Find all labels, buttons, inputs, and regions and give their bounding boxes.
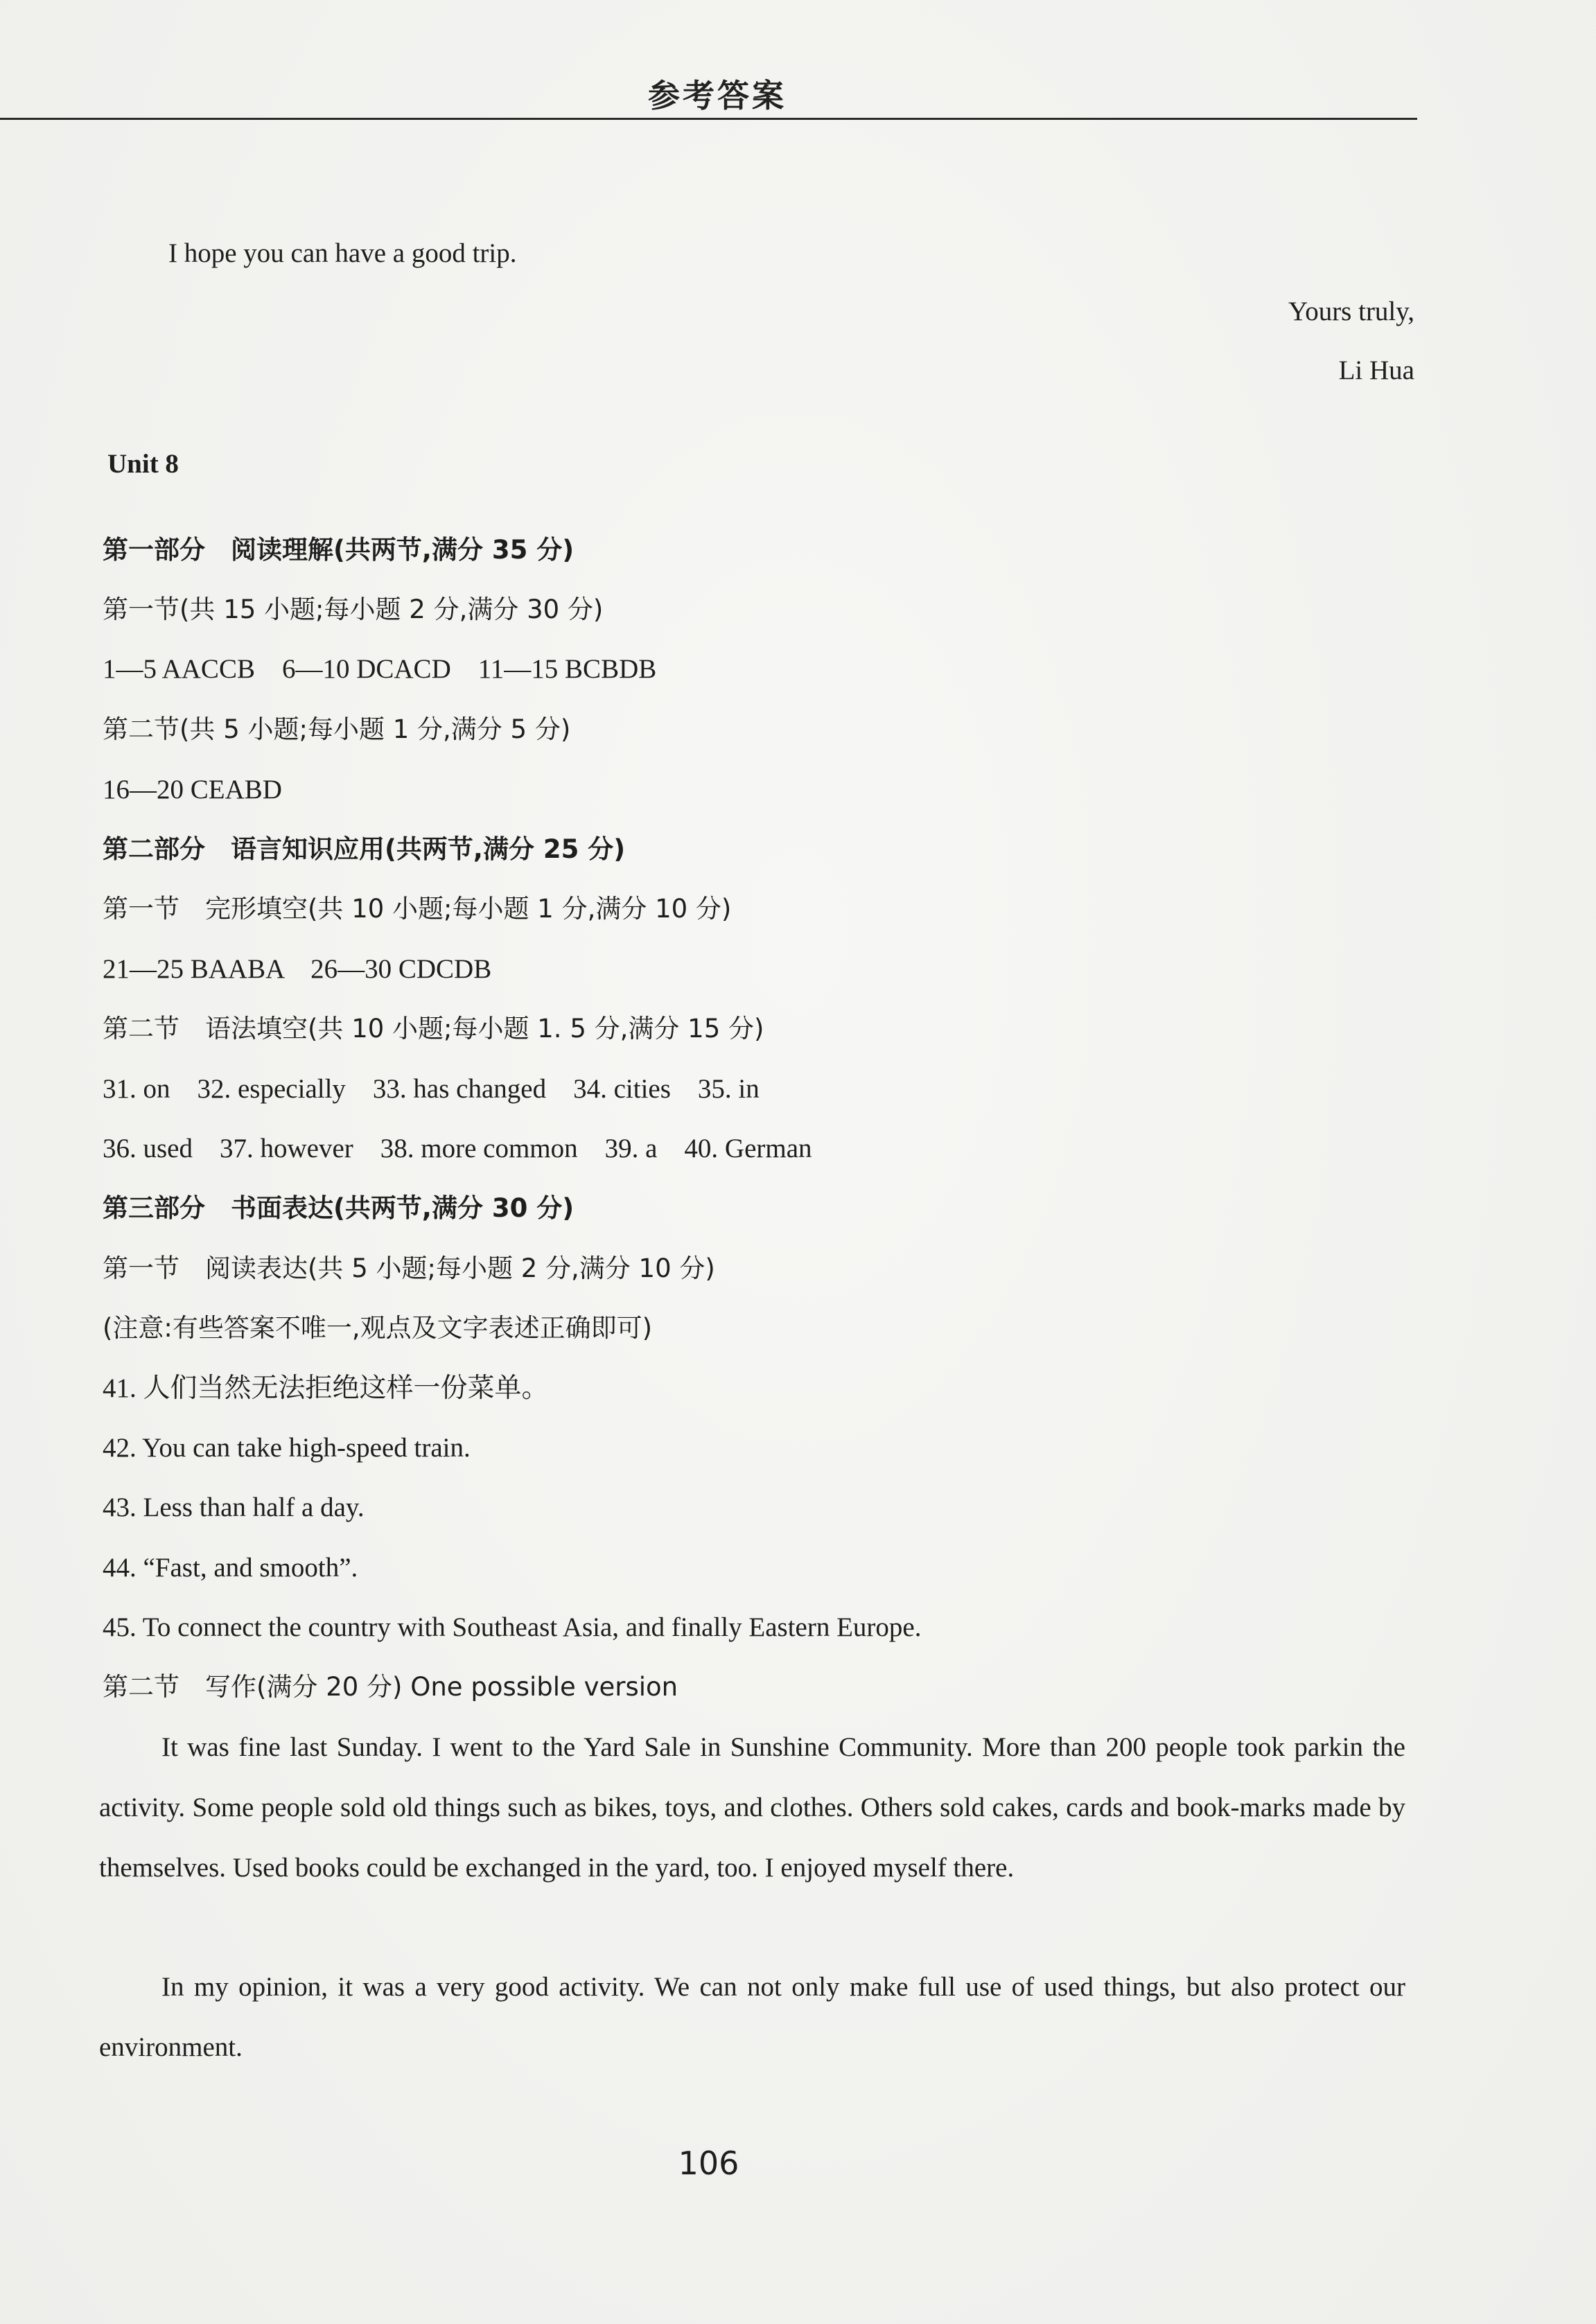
- letter-closing-line: I hope you can have a good trip.: [168, 238, 517, 268]
- part2-section2-answers-row1: 31. on 32. especially 33. has changed 34. cities 35. in: [103, 1074, 760, 1104]
- part1-section2-title: 第二节(共 5 小题;每小题 1 分,满分 5 分): [103, 714, 571, 744]
- answer-42: 42. You can take high-speed train.: [103, 1433, 471, 1463]
- part2-title: 第二部分 语言知识应用(共两节,满分 25 分): [103, 834, 626, 864]
- page-number: 106: [678, 2145, 739, 2182]
- part3-section2-title: 第二节 写作(满分 20 分) One possible version: [103, 1672, 678, 1702]
- part2-section1-answers: 21—25 BAABA 26—30 CDCDB: [103, 954, 492, 984]
- letter-signoff: Yours truly,: [1288, 297, 1414, 326]
- answer-43: 43. Less than half a day.: [103, 1493, 365, 1522]
- part2-section2-answers-row2: 36. used 37. however 38. more common 39. a 40. German: [103, 1134, 812, 1163]
- header-rule: [0, 118, 1417, 120]
- answer-41: 41. 人们当然无法拒绝这样一份菜单。: [103, 1373, 549, 1403]
- part2-section1-title: 第一节 完形填空(共 10 小题;每小题 1 分,满分 10 分): [103, 894, 732, 924]
- letter-signature: Li Hua: [1338, 355, 1414, 385]
- answer-44: 44. “Fast, and smooth”.: [103, 1553, 358, 1583]
- part1-section1-title: 第一节(共 15 小题;每小题 2 分,满分 30 分): [103, 595, 604, 624]
- essay-paragraph-1-text: It was fine last Sunday. I went to the Yard Sale in Sunshine Community. More than 200 people took parkin the activity. Some people sold old things such as bikes, toys, and clothes. Others sold cakes, cards and book-marks made by themselves. Used books could be exchanged in the yard, too. I enjoyed myself there.: [99, 1732, 1405, 1883]
- part3-section1-title: 第一节 阅读表达(共 5 小题;每小题 2 分,满分 10 分): [103, 1253, 715, 1283]
- part3-title: 第三部分 书面表达(共两节,满分 30 分): [103, 1193, 575, 1223]
- essay-paragraph-2: [99, 1957, 1405, 2077]
- part1-section2-answers: 16—20 CEABD: [103, 775, 282, 804]
- essay-paragraph-1: [99, 1717, 1405, 1898]
- part3-note: (注意:有些答案不唯一,观点及文字表述正确即可): [103, 1313, 653, 1343]
- answer-45: 45. To connect the country with Southeast Asia, and finally Eastern Europe.: [103, 1612, 922, 1642]
- part1-section1-answers: 1—5 AACCB 6—10 DCACD 11—15 BCBDB: [103, 654, 657, 684]
- essay-paragraph-2-text: In my opinion, it was a very good activity. We can not only make full use of used things, but also protect our environment.: [99, 1972, 1405, 2062]
- page-header-title: 参考答案: [648, 77, 787, 114]
- part2-section2-title: 第二节 语法填空(共 10 小题;每小题 1. 5 分,满分 15 分): [103, 1014, 764, 1044]
- part1-title: 第一部分 阅读理解(共两节,满分 35 分): [103, 535, 575, 565]
- unit-title: Unit 8: [107, 449, 179, 479]
